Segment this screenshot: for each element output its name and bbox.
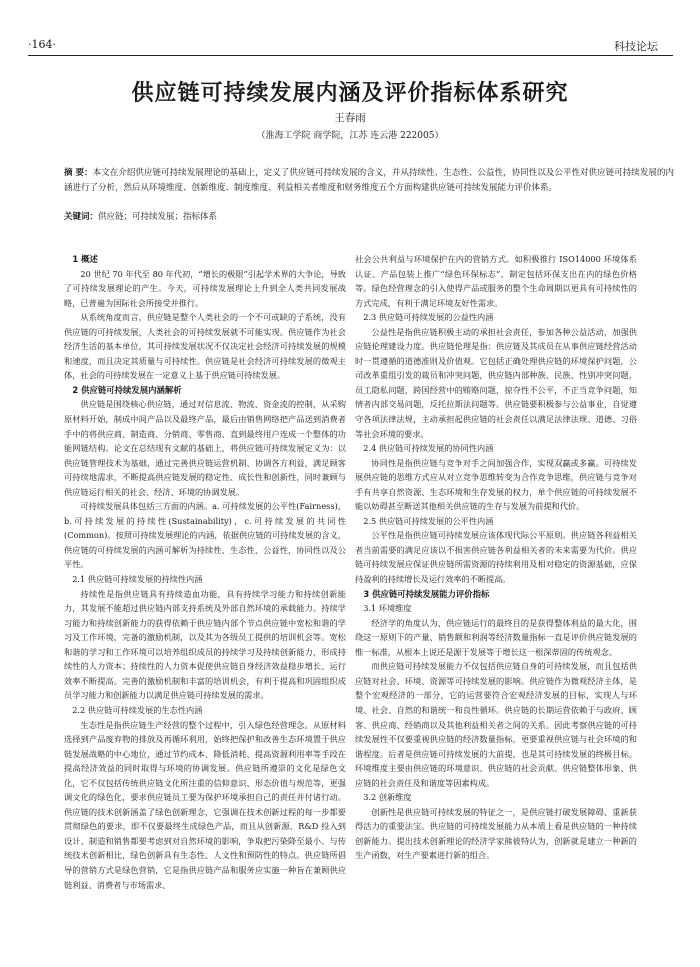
author: 王春雨 — [334, 112, 366, 124]
paragraph: 供应链是围绕核心供应链，通过对信息流、物流、资金流的控制，从采购原材料开始，制成中间产品以及最终产品，最后由销售网络把产品送到消费者手中的将供应商、制造商、分销商、零售商、直到最终用户连成一个整体的功能网链结构。论文在总结现有文献的基础上，将供应链可持续发展定义为：以供应链管理技术为基础，通过完善供应链运营机制、协调各方利益，满足顾客可持续地需求，不断提高供应链发展的稳定性、成长性和创新性，同时兼顾与供应链运行相关的社会、经济、环境的协调发展。 — [64, 399, 346, 497]
subsection-heading: 2.5 供应链可持续发展的公平性内涵 — [363, 515, 494, 526]
header-rule — [28, 55, 673, 56]
subsection-heading: 2.1 供应链可持续发展的持续性内涵 — [72, 574, 203, 585]
journal-name: 科技论坛 — [614, 40, 658, 53]
page-number: ·164· — [28, 38, 56, 51]
abstract-text: 本文在介绍供应链可持续发展理论的基础上，定义了供应链可持续发展的含义，并从持续性、生态性、公益性，协同性以及公平性对供应链可持续发展的内涵进行了分析，然后从环境维度、创新维度、制度维度、利益相关者维度和财务维度五个方面构建供应链可持续发展能力评价体系。 — [64, 168, 674, 193]
paragraph: 而供应链可持续发展能力不仅包括供应链自身的可持续发展，而且包括供应链对社会、环境、资源等可持续发展的影响。供应链作为微观经济主体，是整个宏观经济的一部分，它的运营要符合宏观经济发展的目标，实现人与环境、社会、自然的和谐统一和良性循环。供应链的长期运营依赖于与政府、顾客、供应商、经销商以及其他利益相关者之间的关系。因此考察供应链的可持续发展性不仅要重视供应链的经济数量指标，更要重视供应链与社会环境的和谐程度。后者是供应链可持续发展的大前提，也是其可持续发展的终极目标。环境维度主要由供应链的环境意识、供应链的社会贡献、供应链整体形象、供应链的社会责任及和谐度等因素构成。 — [355, 661, 637, 788]
paper-title: 供应链可持续发展内涵及评价指标体系研究 — [131, 81, 569, 106]
affiliation: （淮海工学院 商学院，江苏 连云港 222005） — [256, 131, 444, 141]
keywords-label: 关键词： — [64, 212, 99, 222]
paragraph: 公益性是指供应链积极主动的承担社会责任，参加各种公益活动，加强供应链伦理建设力度。供应链伦理是指：供应链及其成员在从事供应链经营活动时一贯遵循的道德准则及价值观。它包括正确处理供应链的环境保护问题，公司改革重组引发的裁员和冲突问题，供应链内部种族、民族、性别冲突问题，员工隐私问题，跨国经营中的贿赂问题，掠夺性不公平，不正当竞争问题，知情者内部交易问题，反托拉斯法问题等。供应链要积极参与公益事业，自觉遵守各项法律法规，主动承担起供应链的社会责任以满足法律法规、道德、习俗等社会环境的要求。 — [355, 326, 637, 439]
subsection-heading: 3.2 创新维度 — [363, 792, 412, 803]
paragraph: 生态性是指供应链生产经营的整个过程中，引入绿色经营理念。从原材料选择到产品废弃物的排放及再循环利用，始终把保护和改善生态环境置于供应链发展战略的中心地位，通过节约成本、降低消耗、提高资源利用率等手段在提高经济效益的同时取得与环境的协调发展。供应链所遵崇的文化是绿色文化，它不仅包括传统供应链文化所注重的信仰意识、形态价值与规范等，更强调文化的绿色化，要求供应链员工要为保护环境承担自己的责任并付诸行动。供应链的技术创新涵盖了绿色创新理念，它强调在技术创新过程的每一步都要贯彻绿色的要求，即不仅要最终生成绿色产品，而且从创新源、R&D 投入到设计、制造和销售都要考虑到对自然环境的影响，争取把污染降至最小。与传统技术创新相比，绿色创新具有生态性、人文性和预防性的特点。供应链所倡导的营销方式是绿色营销，它是指供应链产品和服务应实施一种旨在兼顾供应链利益、消费者与市场需求、 — [64, 719, 346, 890]
paragraph: 持续性是指供应链具有持续造血功能，具有持续学习能力和持续创新能力，其发展不能超过供应链内部支持系统及外部自然环境的承载能力。持续学习能力和持续创新能力的获得依赖于供应链内部个节点供应链中宽松和谐的学习及工作环境，完备的激励机制，以及其为各级员工提供的培训机会等。宽松和谐的学习和工作环境可以培养组织成员的持续学习及持续创新能力，形成持续性的人力资本；持续性的人力资本促使供应链自身经济效益稳步增长、运行效率不断提高。完善的激励机制和丰富的培训机会，有利于提高和巩固组织成员学习能力和创新能力以满足供应链可持续发展的需求。 — [64, 588, 346, 701]
paragraph: 可持续发展具体包括三方面的内涵。a. 可持续发展的公平性(Fairness)，b.可持续发展的持续性(Sustainability)，c.可持续发展的共同性(Common)。按照可持续发展理论的内涵，依据供应链的可持续发展的含义，供应链的可持续发展的内涵可解析为持续性、生态性、公益性，协同性以及公平性。 — [64, 501, 346, 570]
paragraph: 社会公共利益与环境保护在内的营销方式。如积极推行 ISO14000 环境体系认证、产品包装上推广“绿色环保标志”，制定包括环保支出在内的绿色价格等。绿色经营理念的引入使得产品或服务的整个生命周期以更具有可持续性的方式完成，有利于满足环境友好性需求。 — [355, 254, 637, 308]
subsection-heading: 3.1 环境维度 — [363, 603, 412, 614]
paragraph: 从系统角度而言，供应链是整个人类社会的一个不可或缺的子系统，没有供应链的可持续发展，人类社会的可持续发展就不可能实现。供应链作为社会经济生活的基本单位，其可持续发展状况不仅决定社会经济可持续发展的规模和速度，而且决定其质量与可持续性。供应链是社会经济可持续发展的微观主体，社会的可持续发展在一定意义上基于供应链可持续发展。 — [64, 312, 346, 381]
paragraph: 经济学的角度认为，供应链运行的最终目的是获得整体利益的最大化，围绕这一原则下的产量、销售额和利润等经济数量指标一直是评价供应链发展的惟一标准，从根本上说还是源于发展等于增长这一根深蒂固的传统观念。 — [355, 617, 637, 657]
paragraph: 公平性是指供应链可持续发展应该体现代际公平原则。供应链各利益相关者当前需要的满足应该以不损害供应链各利益相关者的未来需要为代价。供应链可持续发展应保证供应链所需资源的持续利用及相对稳定的资源基础，应保持盈利的持续增长及运行效率的不断提高。 — [355, 530, 637, 585]
section-heading: 3 供应链可持续发展能力评价指标 — [363, 588, 490, 599]
left-column — [64, 252, 346, 892]
keywords-text: 供应链；可持续发展；指标体系 — [98, 212, 218, 222]
abstract-label: 摘 要： — [64, 168, 93, 178]
section-heading: 2 供应链可持续发展内涵解析 — [72, 384, 182, 395]
paragraph: 20 世纪 70 年代至 80 年代初，“增长的极限”引起学术界的大争论，导致了可持续发展理论的产生。今天，可持续发展理论上升到全人类共同发展战略，已普遍为国际社会所接受并推行。 — [64, 268, 346, 308]
subsection-heading: 2.4 供应链可持续发展的协同性内涵 — [363, 443, 494, 454]
abstract — [64, 166, 674, 196]
section-heading: 1 概述 — [72, 254, 98, 264]
subsection-heading: 2.2 供应链可持续发展的生态性内涵 — [72, 704, 203, 715]
subsection-heading: 2.3 供应链可持续发展的公益性内涵 — [363, 312, 494, 323]
right-column — [355, 252, 637, 863]
keywords — [64, 210, 674, 225]
paragraph: 创新性是供应链可持续发展的特征之一，是供应链打破发展障碍、重新获得活力的重要法宝。供应链的可持续发展能力从本质上看是供应链的一种持续创新能力。提出技术创新理论的经济学家熊彼特认为，创新就是建立一种新的生产函数，对生产要素进行新的组合。 — [355, 806, 637, 861]
paragraph: 协同性是指供应链与竞争对手之间加强合作，实现双赢或多赢。可持续发展供应链的思维方式应从对立竞争思维转变为合作竞争思维，供应链与竞争对手有共享自然资源、生态环境和生存发展的权力，单个供应链的可持续发展不能以妨碍甚至断送其他相关供应链的生存与发展为前提和代价。 — [355, 457, 637, 512]
